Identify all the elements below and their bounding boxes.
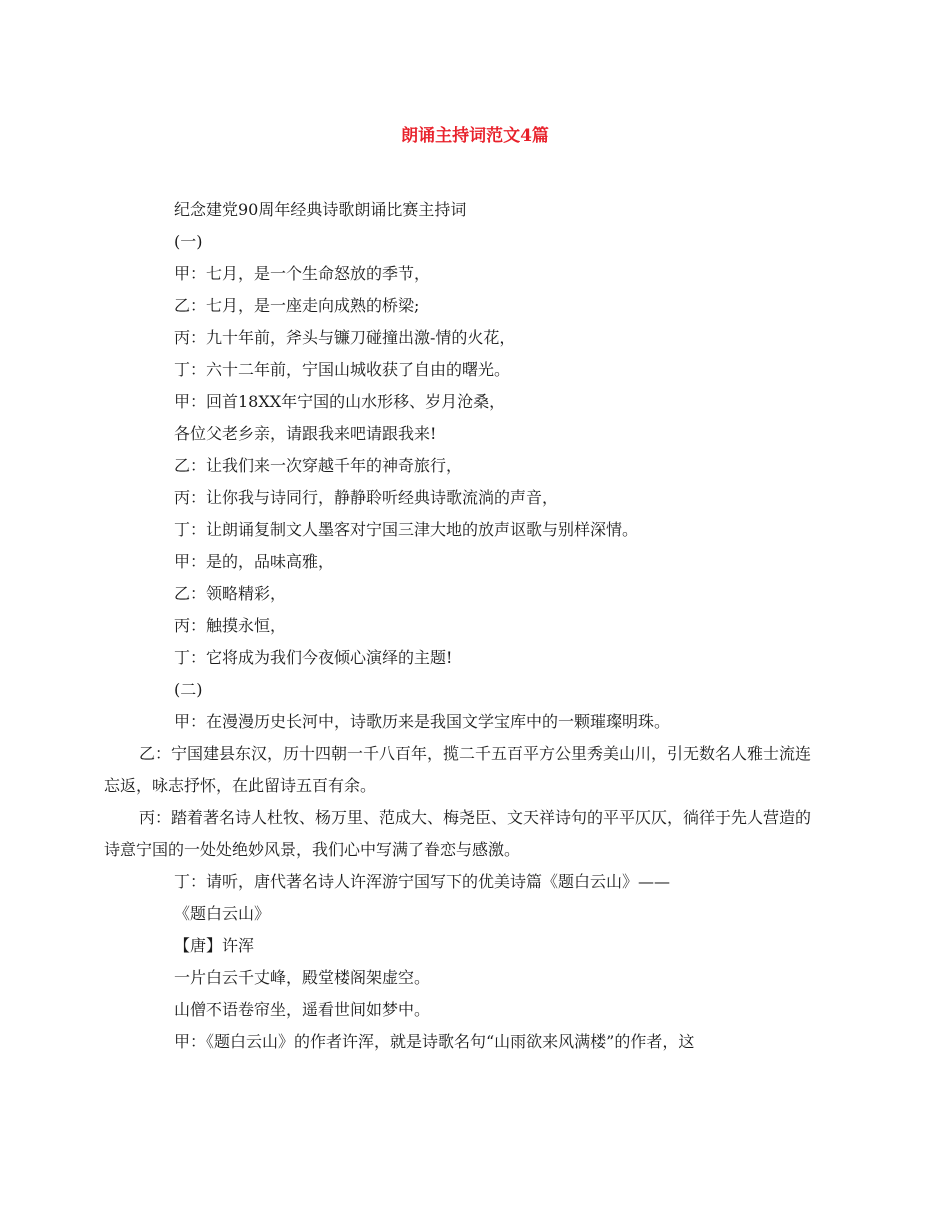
text-paragraph: 丙：踏着著名诗人杜牧、杨万里、范成大、梅尧臣、文天祥诗句的平平仄仄，徜徉于先人营造的诗意宁国的一处处绝妙风景，我们心中写满了眷恋与感激。 [104, 808, 812, 859]
text-line: 纪念建党90周年经典诗歌朗诵比赛主持词 [174, 200, 467, 219]
text-line: 甲：是的，品味高雅， [174, 552, 335, 571]
poem-line: 山僧不语卷帘坐，遥看世间如梦中。 [174, 1000, 431, 1019]
text-line: 丙：九十年前，斧头与镰刀碰撞出激-情的火花， [174, 328, 516, 347]
text-line: (一) [174, 232, 203, 251]
text-paragraph: 乙：宁国建县东汉，历十四朝一千八百年，揽二千五百平方公里秀美山川，引无数名人雅士流连忘返，咏志抒怀，在此留诗五百有余。 [104, 744, 812, 795]
poem-title: 《题白云山》 [174, 904, 271, 923]
document-title: 朗诵主持词范文4篇 [401, 126, 549, 146]
text-line: 丁：它将成为我们今夜倾心演绎的主题! [174, 648, 453, 667]
text-line: 乙：七月，是一座走向成熟的桥梁; [174, 296, 420, 315]
text-line: 丁：让朗诵复制文人墨客对宁国三津大地的放声讴歌与别样深情。 [174, 520, 639, 539]
text-line: (二) [174, 680, 203, 699]
text-line: 甲：《题白云山》的作者许浑，就是诗歌名句“山雨欲来风满楼”的作者，这 [174, 1032, 695, 1051]
text-line: 丁：请听，唐代著名诗人许浑游宁国写下的优美诗篇《题白云山》—— [174, 872, 671, 891]
document-body [104, 194, 812, 1058]
text-line: 乙：让我们来一次穿越千年的神奇旅行， [174, 456, 463, 475]
text-line: 丙：让你我与诗同行，静静聆听经典诗歌流淌的声音， [174, 488, 559, 507]
text-line: 乙：领略精彩， [174, 584, 287, 603]
text-line: 丁：六十二年前，宁国山城收获了自由的曙光。 [174, 360, 511, 379]
poem-author: 【唐】许浑 [174, 936, 255, 955]
text-line: 甲：七月，是一个生命怒放的季节， [174, 264, 431, 283]
text-line: 各位父老乡亲，请跟我来吧请跟我来! [174, 424, 437, 443]
text-line: 甲：回首18XX年宁国的山水形移、岁月沧桑， [174, 392, 506, 411]
text-line: 丙：触摸永恒， [174, 616, 287, 635]
text-line: 甲：在漫漫历史长河中，诗歌历来是我国文学宝库中的一颗璀璨明珠。 [174, 712, 671, 731]
poem-line: 一片白云千丈峰，殿堂楼阁架虚空。 [174, 968, 431, 987]
